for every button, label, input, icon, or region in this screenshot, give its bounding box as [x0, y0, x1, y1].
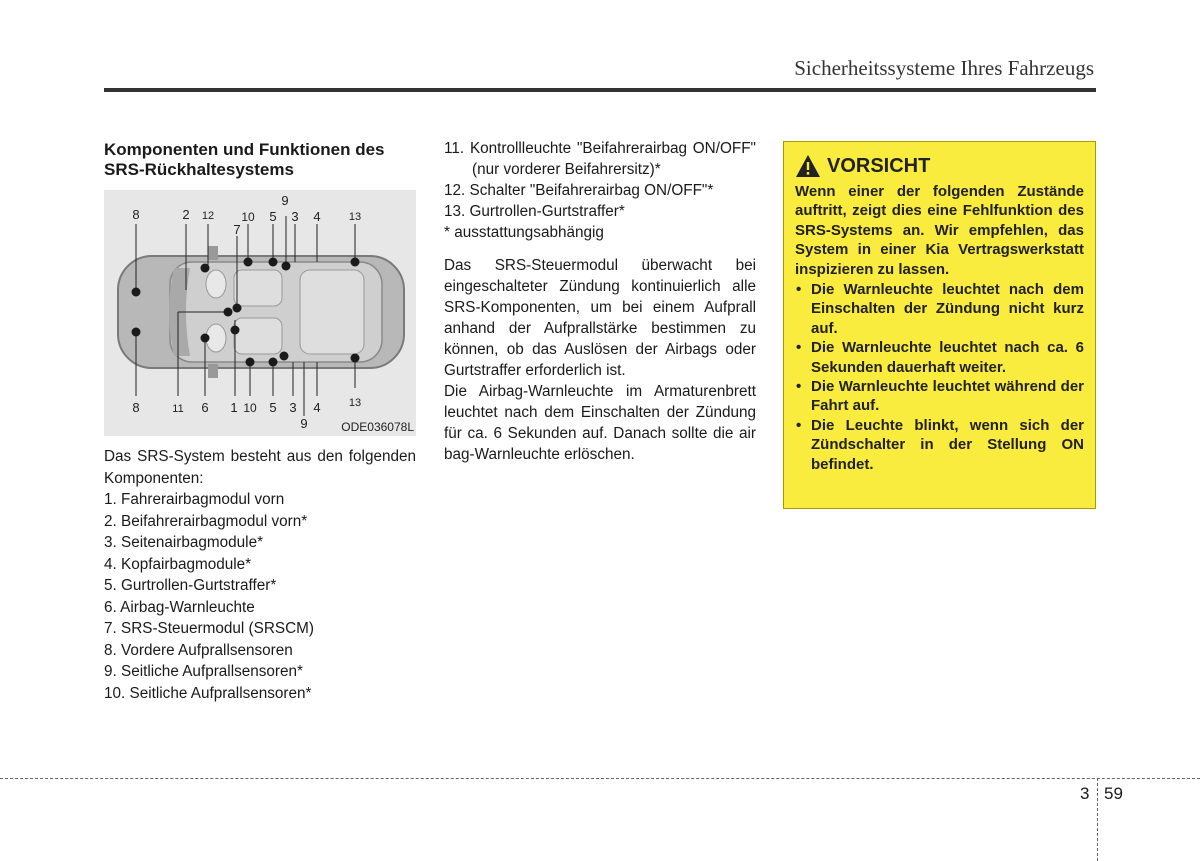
bottom-label: 11 — [172, 403, 184, 415]
list-item: 5. Gurtrollen-Gurtstraffer* — [104, 577, 277, 594]
paragraph-warning-light: Die Airbag-Warnleuchte im Armaturenbrett leuchtet nach dem Einschalten der Zündung für ca. 6 Sekunden auf. Danach sollte die air bag-Warnleuchte erlöschen. — [444, 383, 756, 463]
chapter-number: 3 — [1080, 784, 1090, 803]
car-topview-illustration — [104, 190, 416, 436]
list-item: • Die Warnleuchte leuchtet während der Fahrt auf. — [795, 377, 1084, 416]
bottom-label: 8 — [132, 400, 140, 415]
caution-header — [795, 154, 1084, 178]
list-item: 11. Kontrollleuchte "Beifahrerairbag ON/OFF" (nur vorderer Beifahrersitz)* — [444, 140, 756, 178]
top-label: 8 — [132, 207, 140, 222]
front-seat-right — [234, 318, 282, 354]
list-item: 13. Gurtrollen-Gurtstraffer* — [444, 203, 625, 220]
header-rule — [104, 88, 1096, 92]
component-list — [104, 489, 416, 704]
bottom-label: 9 — [300, 416, 308, 431]
top-label: 2 — [182, 207, 190, 222]
footnote: * ausstattungsabhängig — [444, 224, 604, 241]
top-label: 4 — [313, 209, 321, 224]
list-item: 10. Seitliche Aufprallsensoren* — [104, 684, 312, 702]
mirror-right — [208, 364, 218, 378]
caution-box — [783, 141, 1096, 509]
bottom-label: 5 — [269, 400, 277, 415]
top-label: 13 — [348, 211, 362, 223]
components-column — [104, 446, 416, 704]
list-item: 1. Fahrerairbagmodul vorn — [104, 491, 285, 508]
bottom-label: 13 — [348, 397, 362, 409]
footer-divider — [0, 778, 1200, 779]
bottom-label: 6 — [201, 400, 209, 415]
top-label: 9 — [281, 193, 289, 208]
page-header-title: Sicherheitssysteme Ihres Fahrzeugs — [794, 56, 1094, 80]
top-label: 12 — [201, 210, 215, 222]
list-item: 12. Schalter "Beifahrerairbag ON/OFF"* — [444, 182, 714, 199]
caution-intro: Wenn einer der folgenden Zustände auftritt, zeigt dies eine Fehlfunktion des SRS-Systems an. Wir empfehlen, das System in einer Kia Vertragswerkstatt inspizieren zu lassen. — [795, 183, 1084, 278]
front-seat-left — [234, 270, 282, 306]
list-item: 9. Seitliche Aufprallsensoren* — [104, 663, 303, 680]
list-item: 8. Vordere Aufprallsensoren — [104, 641, 293, 659]
rear-bench — [300, 270, 364, 354]
list-item: • Die Warnleuchte leuchtet nach ca. 6 Sekunden dauerhaft weiter. — [795, 338, 1084, 377]
list-item: • Die Leuchte blinkt, wenn sich der Zündschalter in der Stellung ON befindet. — [795, 416, 1084, 474]
footer-vertical-divider — [1097, 778, 1098, 861]
figure-caption: ODE036078L — [341, 420, 414, 434]
caution-list — [795, 280, 1084, 474]
bottom-label: 4 — [313, 400, 321, 415]
mirror-left — [208, 246, 218, 260]
top-label: 10 — [241, 210, 255, 224]
list-item: 7. SRS-Steuermodul (SRSCM) — [104, 620, 314, 637]
srs-diagram-figure — [104, 190, 416, 436]
caution-body — [795, 182, 1084, 474]
top-label: 5 — [269, 209, 277, 224]
page-number: 59 — [1104, 784, 1123, 803]
top-label: 3 — [291, 209, 299, 224]
section-title: Komponenten und Funktionen des SRS-Rückhaltesystems — [104, 140, 385, 179]
list-item: 3. Seitenairbagmodule* — [104, 534, 264, 551]
warning-triangle-icon — [795, 154, 821, 178]
bottom-label: 10 — [243, 401, 257, 415]
list-item: • Die Warnleuchte leuchtet nach dem Einschalten der Zündung nicht kurz auf. — [795, 280, 1084, 338]
caution-title: VORSICHT — [827, 154, 931, 177]
top-label: 7 — [233, 222, 241, 237]
list-item: 6. Airbag-Warnleuchte — [104, 598, 255, 616]
intro-text: Das SRS-System besteht aus den folgenden Komponenten: — [104, 448, 416, 487]
bottom-label: 1 — [230, 400, 238, 415]
steering-wheel — [206, 270, 226, 298]
description-column — [444, 138, 756, 465]
list-item: 4. Kopfairbagmodule* — [104, 555, 252, 573]
bottom-label: 3 — [289, 400, 297, 415]
paragraph-monitoring: Das SRS-Steuermodul überwacht bei eingeschalteter Zündung kontinuierlich alle SRS-Komponenten, um bei einem Aufprall anhand der Aufprallstärke bestimmen zu können, ob das Auslösen der Airbags oder Gurtstraffer erforderlich ist. — [444, 257, 756, 379]
list-item: 2. Beifahrerairbagmodul vorn* — [104, 512, 308, 530]
